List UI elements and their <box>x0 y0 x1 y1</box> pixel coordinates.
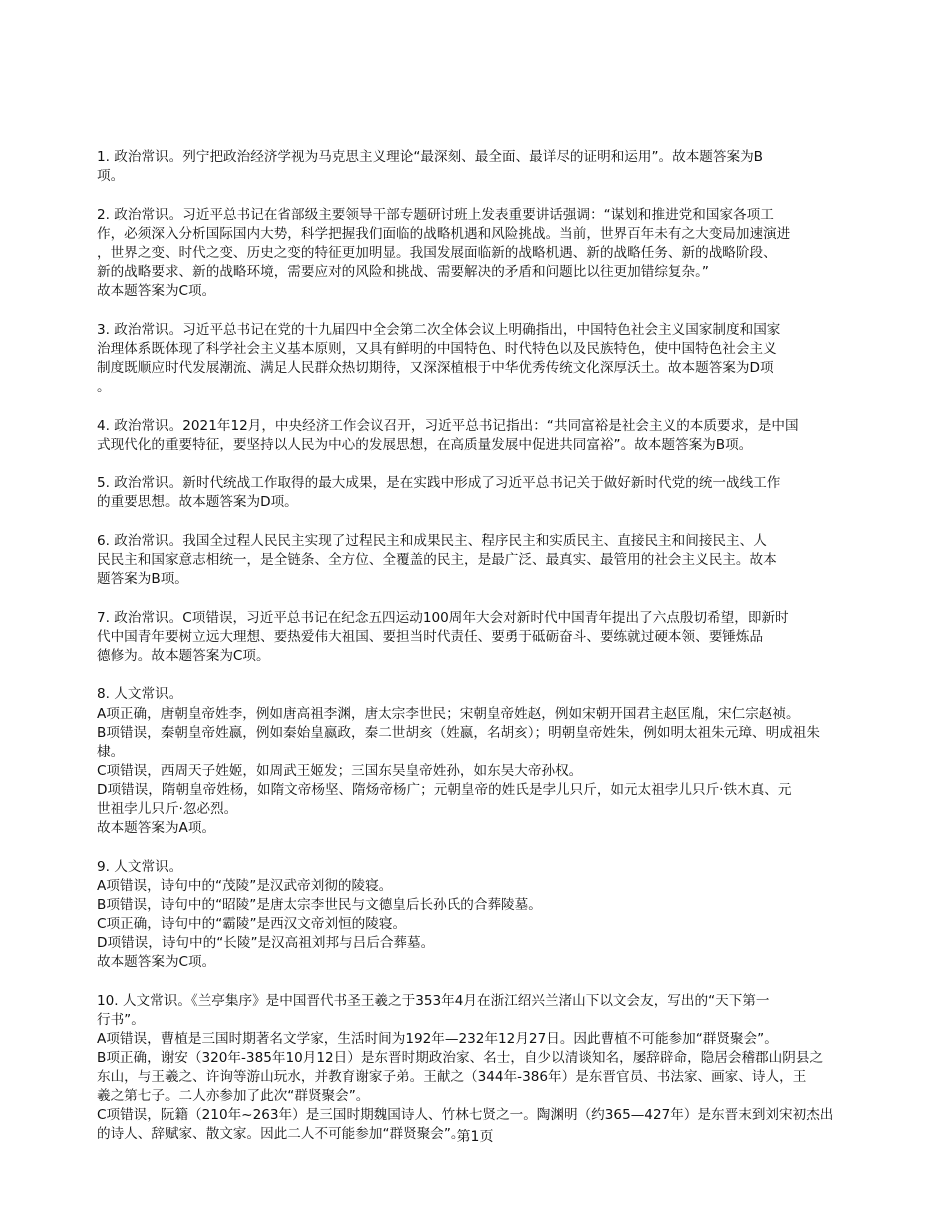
answer-item-9 <box>97 858 877 973</box>
text-line: ，世界之变、时代之变、历史之变的特征更加明显。我国发展面临新的战略机遇、新的战略任务、新的战略阶段、 <box>97 244 777 261</box>
answer-item-3 <box>97 321 877 397</box>
text-line: 6. 政治常识。我国全过程人民民主实现了过程民主和成果民主、程序民主和实质民主、直接民主和间接民主、人 <box>97 532 767 549</box>
text-line: B项正确，谢安（320年-385年10月12日）是东晋时期政治家、名士，自少以清谈知名，屡辞辟命，隐居会稽郡山阴县之 <box>97 1050 824 1067</box>
text-line: 项。 <box>97 168 125 185</box>
text-line: 新的战略要求、新的战略环境，需要应对的风险和挑战、需要解决的矛盾和问题比以往更加错综复杂。” <box>97 263 709 280</box>
text-line: B项错误，诗句中的“昭陵”是唐太宗李世民与文德皇后长孙氏的合葬陵墓。 <box>97 896 542 913</box>
text-line: C项错误，阮籍（210年~263年）是三国时期魏国诗人、竹林七贤之一。陶渊明（约365—427年）是东晋末到刘宋初杰出 <box>97 1107 834 1124</box>
text-line: 4. 政治常识。2021年12月，中央经济工作会议召开，习近平总书记指出：“共同富裕是社会主义的本质要求，是中国 <box>97 417 799 434</box>
answer-item-1 <box>97 148 877 186</box>
text-line: 7. 政治常识。C项错误，习近平总书记在纪念五四运动100周年大会对新时代中国青年提出了六点殷切希望，即新时 <box>97 609 789 626</box>
text-line: 10. 人文常识。《兰亭集序》是中国晋代书圣王羲之于353年4月在浙江绍兴兰渚山下以文会友，写出的“天下第一 <box>97 992 770 1009</box>
answer-item-5 <box>97 474 877 512</box>
text-line: 制度既顺应时代发展潮流、满足人民群众热切期待，又深深植根于中华优秀传统文化深厚沃土。故本题答案为D项 <box>97 359 774 376</box>
text-line: 。 <box>97 378 111 395</box>
answer-item-4 <box>97 417 877 455</box>
text-line: 式现代化的重要特征，要坚持以人民为中心的发展思想，在高质量发展中促进共同富裕”。故本题答案为B项。 <box>97 436 753 453</box>
text-line: 5. 政治常识。新时代统战工作取得的最大成果，是在实践中形成了习近平总书记关于做好新时代党的统一战线工作 <box>97 475 781 492</box>
text-line: 治理体系既体现了科学社会主义基本原则，又具有鲜明的中国特色、时代特色以及民族特色，使中国特色社会主义 <box>97 340 777 357</box>
answer-item-7 <box>97 609 877 666</box>
text-line: 民民主和国家意志相统一，是全链条、全方位、全覆盖的民主，是最广泛、最真实、最管用的社会主义民主。故本 <box>97 552 777 568</box>
text-line: 故本题答案为C项。 <box>97 283 216 300</box>
page-number: 第1页 <box>456 1129 494 1145</box>
text-line: 3. 政治常识。习近平总书记在党的十九届四中全会第二次全体会议上明确指出，中国特色社会主义国家制度和国家 <box>97 321 781 338</box>
text-line: A项错误，曹植是三国时期著名文学家，生活时间为192年—232年12月27日。因此曹植不可能参加“群贤聚会”。 <box>97 1030 778 1047</box>
text-line: 的重要思想。故本题答案为D项。 <box>97 494 298 511</box>
answer-item-8 <box>97 685 877 838</box>
text-line: 1. 政治常识。列宁把政治经济学视为马克思主义理论“最深刻、最全面、最详尽的证明和运用”。故本题答案为B <box>97 149 764 165</box>
text-line: D项错误，隋朝皇帝姓杨，如隋文帝杨坚、隋炀帝杨广；元朝皇帝的姓氏是孛儿只斤，如元太祖孛儿只斤·铁木真、元 <box>97 781 792 798</box>
text-line: 的诗人、辞赋家、散文家。因此二人不可能参加“群贤聚会”。 <box>97 1126 465 1143</box>
text-line: 题答案为B项。 <box>97 571 188 588</box>
answer-explanations <box>97 148 877 1164</box>
text-line: B项错误，秦朝皇帝姓嬴，例如秦始皇嬴政，秦二世胡亥（姓嬴，名胡亥）；明朝皇帝姓朱，例如明太祖朱元璋、明成祖朱 <box>97 724 820 741</box>
text-line: 东山，与王羲之、许询等游山玩水，并教育谢家子弟。王献之（344年-386年）是东晋官员、书法家、画家、诗人，王 <box>97 1069 807 1086</box>
text-line: 故本题答案为A项。 <box>97 820 216 837</box>
text-line: 羲之第七子。二人亦参加了此次“群贤聚会”。 <box>97 1088 370 1105</box>
text-line: 代中国青年要树立远大理想、要热爱伟大祖国、要担当时代责任、要勇于砥砺奋斗、要练就过硬本领、要锤炼品 <box>97 628 764 645</box>
text-line: A项错误，诗句中的“茂陵”是汉武帝刘彻的陵寝。 <box>97 877 393 894</box>
text-line: 作，必须深入分析国际国内大势，科学把握我们面临的战略机遇和风险挑战。当前，世界百年未有之大变局加速演进 <box>97 225 791 242</box>
text-line: C项错误，西周天子姓姬，如周武王姬发；三国东吴皇帝姓孙，如东吴大帝孙权。 <box>97 762 583 779</box>
text-line: D项错误，诗句中的“长陵”是汉高祖刘邦与吕后合葬墓。 <box>97 935 435 952</box>
text-line: 德修为。故本题答案为C项。 <box>97 647 270 664</box>
text-line: 9. 人文常识。 <box>97 858 183 875</box>
answer-item-10 <box>97 992 877 1145</box>
text-line: C项正确，诗句中的“霸陵”是西汉文帝刘恒的陵寝。 <box>97 916 407 932</box>
text-line: 2. 政治常识。习近平总书记在省部级主要领导干部专题研讨班上发表重要讲话强调：“谋划和推进党和国家各项工 <box>97 206 774 223</box>
text-line: 行书”。 <box>97 1011 145 1028</box>
answer-item-6 <box>97 532 877 589</box>
text-line: A项正确，唐朝皇帝姓李，例如唐高祖李渊，唐太宗李世民；宋朝皇帝姓赵，例如宋朝开国君主赵匡胤，宋仁宗赵祯。 <box>97 705 800 722</box>
text-line: 8. 人文常识。 <box>97 686 183 703</box>
text-line: 世祖孛儿只斤·忽必烈。 <box>97 801 238 818</box>
text-line: 棣。 <box>97 743 125 760</box>
text-line: 故本题答案为C项。 <box>97 954 216 971</box>
answer-item-2 <box>97 206 877 301</box>
